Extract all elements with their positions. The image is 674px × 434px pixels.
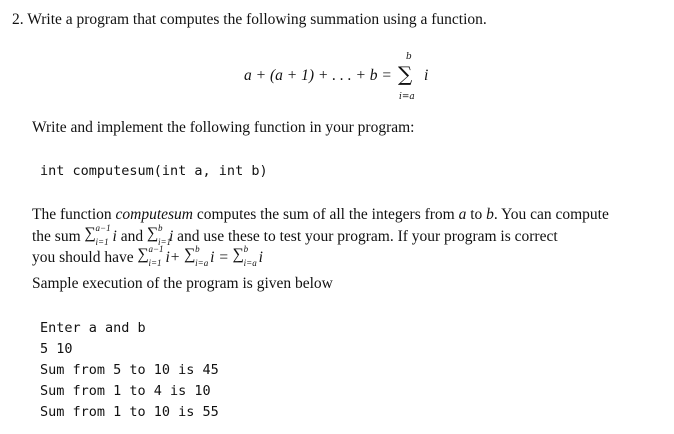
para-text: computes the sum of all the integers from: [193, 206, 459, 223]
sum-term: i: [258, 249, 263, 266]
formula-term: i: [424, 67, 429, 84]
para-line-3: [32, 244, 263, 269]
para-text: to: [466, 206, 487, 223]
sum-upper: a−1: [148, 244, 164, 255]
inline-sum-2: ∑ b i=1: [146, 223, 172, 248]
intro-text: Write and implement the following function in your program:: [32, 119, 415, 136]
sum-lower: i=1: [95, 237, 109, 248]
para-text: and: [116, 228, 147, 245]
sample-line: Sum from 1 to 10 is 55: [40, 404, 219, 420]
para-text: . You can compute: [493, 206, 609, 223]
var-a: a: [458, 206, 467, 223]
sample-label: Sample execution of the program is given below: [32, 275, 333, 292]
sum-lower: i=1: [157, 237, 172, 248]
para-text: The function: [32, 206, 116, 223]
sum-upper: a−1: [95, 223, 111, 234]
sample-line: Sum from 1 to 4 is 10: [40, 383, 211, 399]
sum-term: i+: [165, 249, 181, 266]
formula-lhs: a + (a + 1) + . . . + b =: [244, 67, 392, 84]
formula-upper-limit: b: [406, 52, 412, 62]
para-line-1: [32, 206, 609, 224]
para-text: and use these to test your program. If your program is correct: [173, 228, 558, 245]
sum-upper: b: [243, 244, 249, 255]
sum-upper: b: [157, 223, 163, 234]
sum-upper: b: [195, 244, 200, 255]
inline-sum-3: ∑ a−1 i=1: [137, 244, 164, 269]
sum-lower: i=a: [195, 258, 209, 269]
sum-term: i: [168, 228, 174, 245]
inline-sum-5: ∑ b i=a: [232, 244, 257, 269]
sample-line: 5 10: [40, 341, 73, 357]
formula-lower-limit: i=a: [399, 92, 415, 102]
inline-sum-4: ∑ b i=a: [184, 244, 209, 269]
para-line-2: [32, 223, 558, 248]
function-name: computesum: [115, 206, 194, 223]
var-b: b: [486, 206, 494, 223]
function-signature: int computesum(int a, int b): [40, 163, 268, 179]
para-text: you should have: [32, 249, 138, 266]
formula-sigma: ∑: [398, 62, 413, 86]
question-heading: 2. Write a program that computes the following summation using a function.: [12, 11, 487, 28]
sample-line: Sum from 5 to 10 is 45: [40, 362, 219, 378]
sum-term: i: [112, 228, 117, 245]
sum-lower: i=1: [148, 258, 162, 269]
inline-sum-1: ∑ a−1 i=1: [84, 223, 111, 248]
para-text: the sum: [32, 228, 85, 245]
sum-term: i =: [210, 249, 229, 266]
sum-lower: i=a: [243, 258, 257, 269]
sample-line: Enter a and b: [40, 320, 146, 336]
